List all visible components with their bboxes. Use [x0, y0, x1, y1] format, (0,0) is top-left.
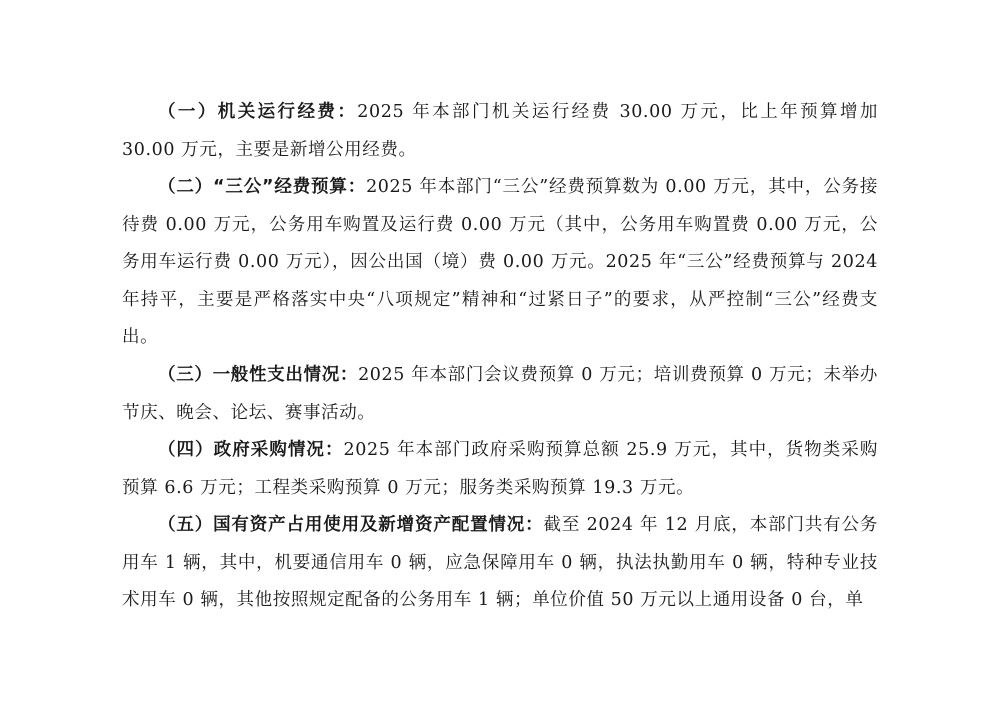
section-heading: （五）国有资产占用使用及新增资产配置情况：	[158, 515, 544, 535]
section-general-expenditure	[122, 357, 878, 432]
section-three-public-expenses	[122, 169, 878, 357]
section-body: 2025 年本部门会议费预算 0 万元；培训费预算 0 万元；未举办节庆、晚会、论坛、赛事活动。	[122, 365, 878, 423]
section-government-procurement	[122, 432, 878, 507]
section-heading: （一）机关运行经费：	[158, 102, 358, 122]
section-operating-expenses	[122, 94, 878, 169]
section-heading: （三）一般性支出情况：	[158, 365, 359, 385]
section-body: 2025 年本部门“三公”经费预算数为 0.00 万元，其中，公务接待费 0.00 万元，公务用车购置及运行费 0.00 万元（其中，公务用车购置费 0.00 万元，公务用车运行费 0.00 万元），因公出国（境）费 0.00 万元。2025 年“三公”经费预算与 2024 年持平，主要是严格落实中央“八项规定”精神和“过紧日子”的要求，从严控制“三公”经费支出。	[122, 177, 878, 347]
section-body: 2025 年本部门机关运行经费 30.00 万元，比上年预算增加 30.00 万元，主要是新增公用经费。	[122, 102, 878, 160]
section-body: 截至 2024 年 12 月底，本部门共有公务用车 1 辆，其中，机要通信用车 0 辆，应急保障用车 0 辆，执法执勤用车 0 辆，特种专业技术用车 0 辆，其他按照规定配备的公务用车 1 辆；单位价值 50 万元以上通用设备 0 台，单	[122, 515, 878, 610]
section-heading: （四）政府采购情况：	[158, 440, 344, 460]
section-state-assets	[122, 507, 878, 620]
section-body: 2025 年本部门政府采购预算总额 25.9 万元，其中，货物类采购预算 6.6 万元；工程类采购预算 0 万元；服务类采购预算 19.3 万元。	[122, 440, 878, 498]
section-heading: （二）“三公”经费预算：	[158, 177, 367, 197]
